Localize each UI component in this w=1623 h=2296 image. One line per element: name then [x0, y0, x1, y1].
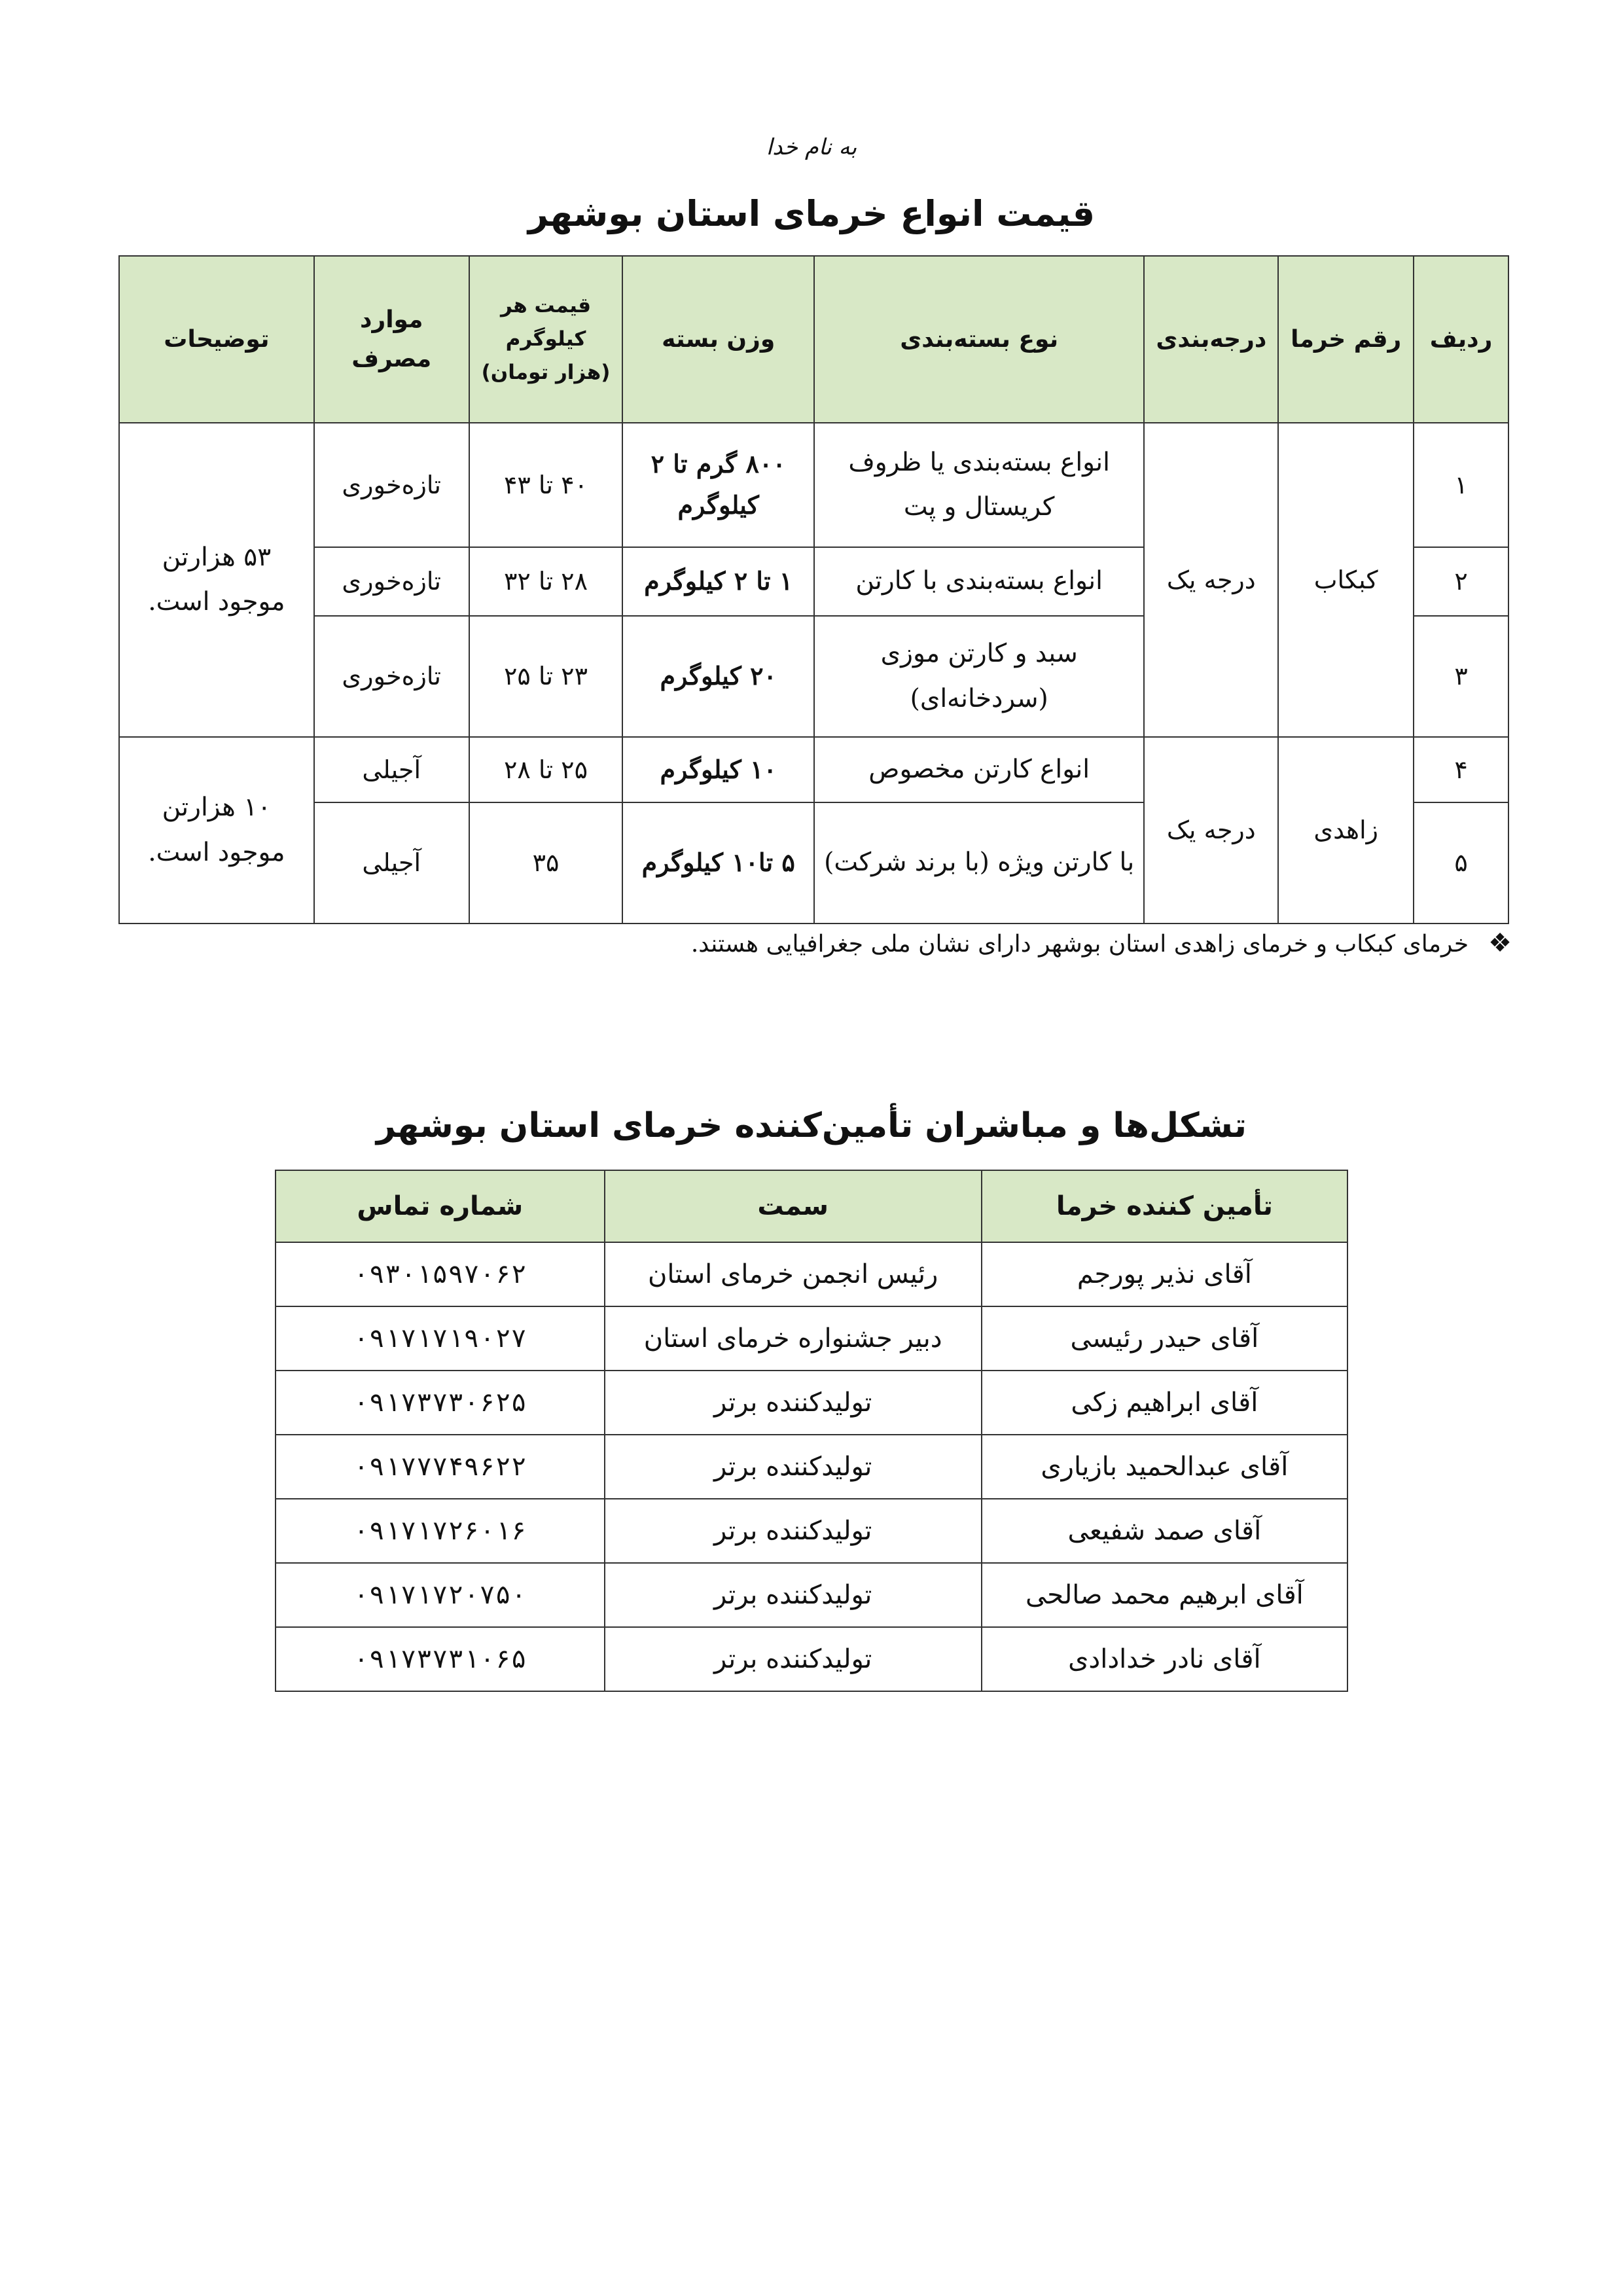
bismillah-heading: به نام خدا	[766, 134, 857, 160]
cell-usage: تازه‌خوری	[314, 423, 469, 547]
suppliers-table-header-row	[276, 1170, 1347, 1242]
cell-grade: درجه یک	[1144, 737, 1278, 924]
cell-packaging: انواع کارتن مخصوص	[814, 737, 1144, 802]
cell-position: تولیدکننده برتر	[605, 1627, 982, 1691]
cell-phone: ۰۹۱۷۱۷۱۹۰۲۷	[276, 1306, 605, 1371]
cell-usage: آجیلی	[314, 737, 469, 802]
col-header-packaging: نوع بسته‌بندی	[814, 256, 1144, 423]
cell-supplier: آقای عبدالحمید بازیاری	[982, 1435, 1347, 1499]
cell-price: ۲۳ تا ۲۵	[469, 616, 623, 737]
cell-notes: ۵۳ هزارتن موجود است.	[119, 423, 314, 737]
table-row	[119, 737, 1508, 802]
cell-phone: ۰۹۱۷۷۷۴۹۶۲۲	[276, 1435, 605, 1499]
col-header-phone: شماره تماس	[276, 1170, 605, 1242]
cell-supplier: آقای ابرهیم محمد صالحی	[982, 1563, 1347, 1627]
table-row	[276, 1627, 1347, 1691]
cell-usage: آجیلی	[314, 802, 469, 924]
footnote	[691, 928, 1512, 958]
cell-price: ۲۸ تا ۳۲	[469, 547, 623, 616]
cell-weight: ۸۰۰ گرم تا ۲ کیلوگرم	[622, 423, 814, 547]
col-header-variety: رقم خرما	[1278, 256, 1414, 423]
cell-supplier: آقای نادر خدادادی	[982, 1627, 1347, 1691]
cell-row-no: ۵	[1414, 802, 1508, 924]
price-table-header-row	[119, 256, 1508, 423]
cell-position: تولیدکننده برتر	[605, 1435, 982, 1499]
cell-supplier: آقای ابراهیم زکی	[982, 1371, 1347, 1435]
price-table-title: قیمت انواع خرمای استان بوشهر	[527, 193, 1096, 234]
cell-phone: ۰۹۱۷۱۷۲۰۷۵۰	[276, 1563, 605, 1627]
cell-price: ۳۵	[469, 802, 623, 924]
cell-price: ۲۵ تا ۲۸	[469, 737, 623, 802]
cell-row-no: ۱	[1414, 423, 1508, 547]
cell-packaging: انواع بسته‌بندی یا ظروف کریستال و پت	[814, 423, 1144, 547]
table-row	[276, 1306, 1347, 1371]
suppliers-table-title: تشکل‌ها و مباشران تأمین‌کننده خرمای استان بوشهر	[376, 1106, 1247, 1145]
col-header-weight: وزن بسته	[622, 256, 814, 423]
cell-notes: ۱۰ هزارتن موجود است.	[119, 737, 314, 924]
table-row	[276, 1242, 1347, 1306]
table-row	[119, 423, 1508, 547]
table-row	[276, 1499, 1347, 1563]
cell-phone: ۰۹۳۰۱۵۹۷۰۶۲	[276, 1242, 605, 1306]
col-header-row-no: ردیف	[1414, 256, 1508, 423]
cell-supplier: آقای حیدر رئیسی	[982, 1306, 1347, 1371]
cell-variety: زاهدی	[1278, 737, 1414, 924]
cell-grade: درجه یک	[1144, 423, 1278, 737]
col-header-position: سمت	[605, 1170, 982, 1242]
cell-packaging: انواع بسته‌بندی با کارتن	[814, 547, 1144, 616]
cell-price: ۴۰ تا ۴۳	[469, 423, 623, 547]
col-header-supplier: تأمین کننده خرما	[982, 1170, 1347, 1242]
cell-phone: ۰۹۱۷۳۷۳۱۰۶۵	[276, 1627, 605, 1691]
cell-position: رئیس انجمن خرمای استان	[605, 1242, 982, 1306]
cell-position: دبیر جشنواره خرمای استان	[605, 1306, 982, 1371]
cell-weight: ۲۰ کیلوگرم	[622, 616, 814, 737]
cell-supplier: آقای صمد شفیعی	[982, 1499, 1347, 1563]
col-header-usage: موارد مصرف	[314, 256, 469, 423]
cell-phone: ۰۹۱۷۱۷۲۶۰۱۶	[276, 1499, 605, 1563]
col-header-grade: درجه‌بندی	[1144, 256, 1278, 423]
cell-usage: تازه‌خوری	[314, 616, 469, 737]
cell-weight: ۱ تا ۲ کیلوگرم	[622, 547, 814, 616]
cell-position: تولیدکننده برتر	[605, 1563, 982, 1627]
cell-usage: تازه‌خوری	[314, 547, 469, 616]
table-row	[276, 1563, 1347, 1627]
cell-weight: ۱۰ کیلوگرم	[622, 737, 814, 802]
cell-row-no: ۳	[1414, 616, 1508, 737]
cell-weight: ۵ تا۱۰ کیلوگرم	[622, 802, 814, 924]
col-header-price: قیمت هر کیلوگرم (هزار تومان)	[469, 256, 623, 423]
table-row	[276, 1435, 1347, 1499]
cell-position: تولیدکننده برتر	[605, 1371, 982, 1435]
cell-supplier: آقای نذیر پورجم	[982, 1242, 1347, 1306]
cell-packaging: با کارتن ویژه (با برند شرکت)	[814, 802, 1144, 924]
table-row	[276, 1371, 1347, 1435]
cell-phone: ۰۹۱۷۳۷۳۰۶۲۵	[276, 1371, 605, 1435]
cell-row-no: ۴	[1414, 737, 1508, 802]
cell-packaging: سبد و کارتن موزی (سردخانه‌ای)	[814, 616, 1144, 737]
col-header-notes: توضیحات	[119, 256, 314, 423]
footnote-text: خرمای کبکاب و خرمای زاهدی استان بوشهر دارای نشان ملی جغرافیایی هستند.	[690, 931, 1469, 958]
diamond-bullet-icon: ❖	[1488, 928, 1512, 958]
price-table	[118, 255, 1509, 924]
cell-position: تولیدکننده برتر	[605, 1499, 982, 1563]
cell-variety: کبکاب	[1278, 423, 1414, 737]
cell-row-no: ۲	[1414, 547, 1508, 616]
suppliers-table	[275, 1170, 1348, 1692]
